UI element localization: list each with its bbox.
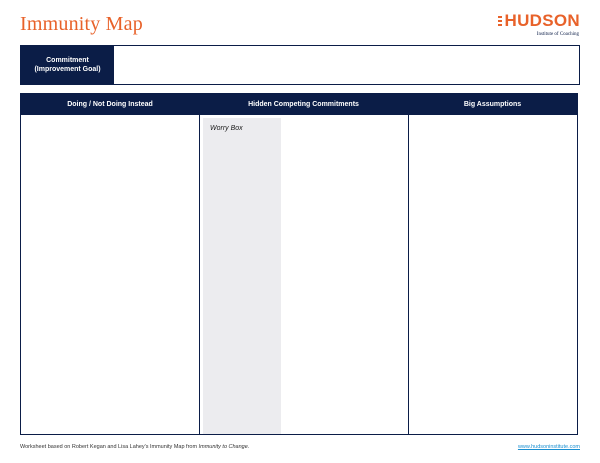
column-cell-assumptions[interactable] <box>409 115 577 434</box>
logo-mark-icon <box>498 16 502 26</box>
logo-wordmark: HUDSON <box>505 13 580 29</box>
column-cell-doing[interactable] <box>21 115 199 434</box>
hudson-logo <box>490 13 580 38</box>
footer-book-title: Immunity to Change <box>198 444 248 450</box>
footer-link[interactable]: www.hudsoninstitute.com <box>517 444 580 450</box>
grid-header <box>21 94 577 115</box>
worry-box-label: Worry Box <box>210 125 243 132</box>
column-header-assumptions: Big Assumptions <box>463 101 522 108</box>
worry-box[interactable] <box>203 118 281 434</box>
immunity-grid <box>20 93 578 435</box>
commitment-row <box>20 45 580 85</box>
column-header-doing: Doing / Not Doing Instead <box>67 101 153 108</box>
page-title: Immunity Map <box>20 13 143 35</box>
grid-body <box>21 115 577 434</box>
column-header-competing: Hidden Competing Commitments <box>248 101 359 108</box>
footer-credit: Worksheet based on Robert Kegan and Lisa Lahey's Immunity Map from Immunity to Change. <box>20 444 250 450</box>
logo-subtitle: Institute of Coaching <box>536 32 579 37</box>
commitment-input[interactable] <box>115 46 579 84</box>
commitment-label: Commitment (Improvement Goal) <box>21 46 114 84</box>
